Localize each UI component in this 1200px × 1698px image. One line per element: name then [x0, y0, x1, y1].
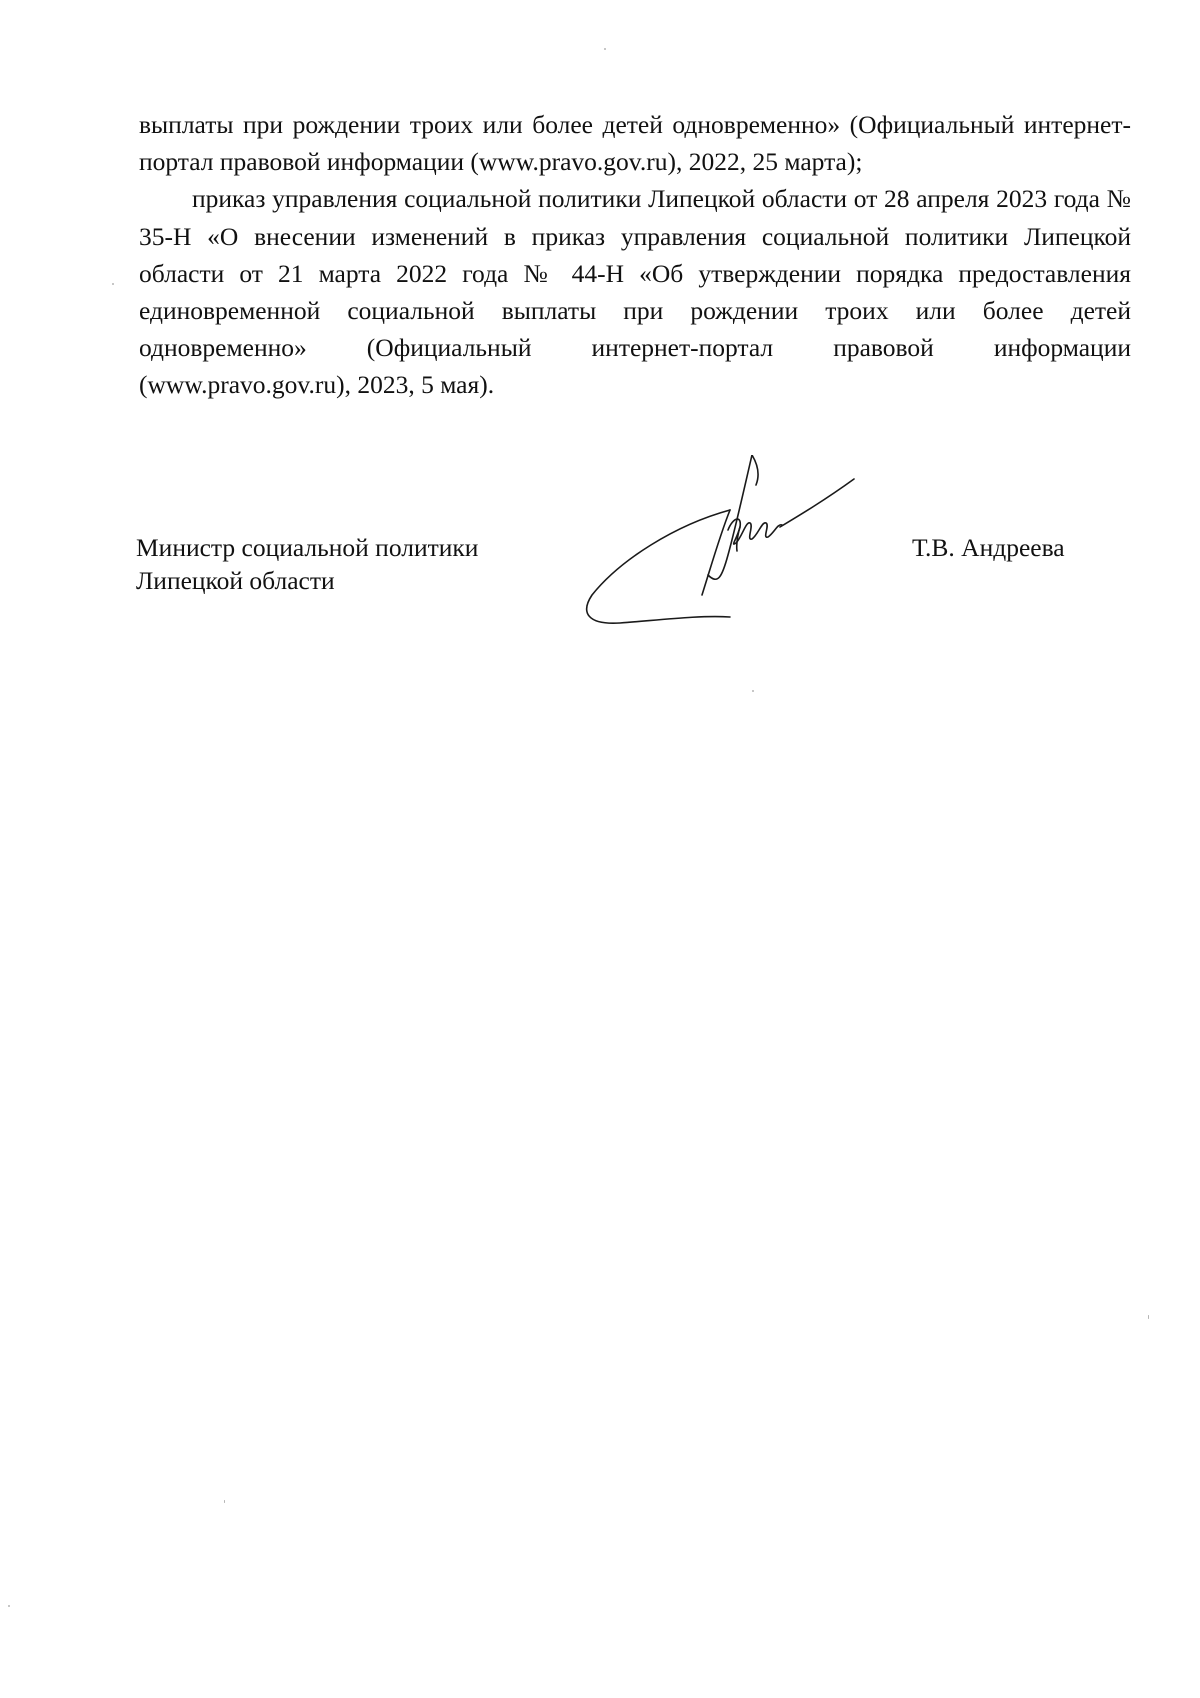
signer-position-line-2: Липецкой области — [136, 566, 335, 595]
signer-position-line-1: Министр социальной политики — [136, 533, 479, 562]
scan-speck — [8, 1605, 10, 1607]
scan-speck — [1148, 1315, 1149, 1319]
scan-speck — [224, 1500, 225, 1503]
paragraph-order-reference: приказ управления социальной политики Липецкой области от 28 апреля 2023 года № 35-Н «О внесении изменений в приказ управления социальной политики Липецкой области от 21 марта 2022 года № 44-Н «Об утверждении порядка предоставления единовременной социальной выплаты при рождении троих или более детей одновременно» (Официальный интернет-портал правовой информации (www.pravo.gov.ru), 2023, 5 мая). — [139, 184, 1131, 400]
handwritten-signature — [580, 455, 880, 630]
scan-speck — [752, 690, 754, 692]
document-body — [139, 106, 1131, 404]
scan-speck — [112, 283, 114, 285]
scan-speck — [604, 48, 606, 50]
paragraph-continuation: выплаты при рождении троих или более детей одновременно» (Официальный интернет-портал правовой информации (www.pravo.gov.ru), 2022, 25 марта); — [139, 110, 1131, 177]
signer-position — [136, 531, 478, 597]
signer-name: Т.В. Андреева — [912, 533, 1065, 562]
